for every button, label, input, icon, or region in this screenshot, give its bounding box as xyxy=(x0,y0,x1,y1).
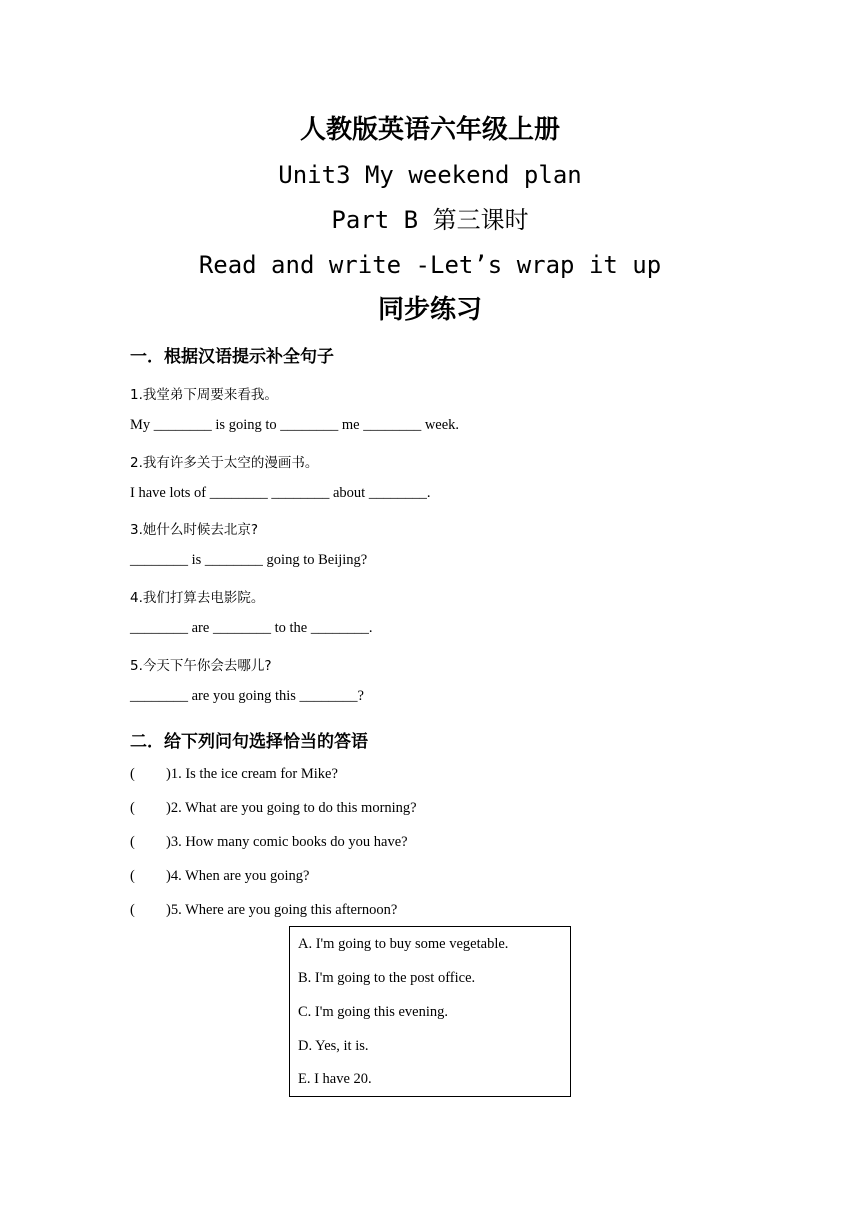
answer-blank: ( xyxy=(130,834,135,850)
item-2-english: I have lots of ________ ________ about ________. xyxy=(130,485,431,501)
option-c: C. I'm going this evening. xyxy=(298,1004,449,1020)
question-text: )2. What are you going to do this morning? xyxy=(166,800,417,816)
question-1 xyxy=(130,766,338,783)
answer-blank: ( xyxy=(130,902,135,918)
question-text: )5. Where are you going this afternoon? xyxy=(166,902,398,918)
option-a: A. I'm going to buy some vegetable. xyxy=(298,936,509,952)
item-3-chinese: 3.她什么时候去北京? xyxy=(130,522,259,538)
question-text: )4. When are you going? xyxy=(166,868,310,884)
question-text: )1. Is the ice cream for Mike? xyxy=(166,766,338,782)
item-4-chinese: 4.我们打算去电影院。 xyxy=(130,590,265,606)
answer-blank: ( xyxy=(130,868,135,884)
answer-blank: ( xyxy=(130,766,135,782)
question-2 xyxy=(130,800,417,817)
item-3-english: ________ is ________ going to Beijing? xyxy=(130,552,368,568)
title-textbook: 人教版英语六年级上册 xyxy=(299,115,560,145)
question-3 xyxy=(130,834,408,851)
option-b: B. I'm going to the post office. xyxy=(298,970,476,986)
section-1-heading: 一．根据汉语提示补全句子 xyxy=(130,347,334,367)
item-4-english: ________ are ________ to the ________. xyxy=(130,620,373,636)
question-5 xyxy=(130,902,397,919)
question-4 xyxy=(130,868,309,885)
title-practice: 同步练习 xyxy=(377,295,482,325)
question-text: )3. How many comic books do you have? xyxy=(166,834,408,850)
option-d: D. Yes, it is. xyxy=(298,1038,369,1054)
answer-options-box xyxy=(289,926,571,1097)
item-2-chinese: 2.我有许多关于太空的漫画书。 xyxy=(130,455,319,471)
option-e: E. I have 20. xyxy=(298,1071,372,1087)
document-title xyxy=(0,108,860,333)
item-1-english: My ________ is going to ________ me ________ week. xyxy=(130,417,460,433)
item-5-english: ________ are you going this ________? xyxy=(130,688,364,704)
item-5-chinese: 5.今天下午你会去哪儿? xyxy=(130,658,272,674)
answer-blank: ( xyxy=(130,800,135,816)
item-1-chinese: 1.我堂弟下周要来看我。 xyxy=(130,387,278,403)
title-unit: Unit3 My weekend plan xyxy=(278,161,582,189)
section-2-heading: 二．给下列问句选择恰当的答语 xyxy=(130,732,368,752)
title-lesson: Read and write -Let’s wrap it up xyxy=(198,251,662,279)
title-part: Part B 第三课时 xyxy=(331,206,529,234)
